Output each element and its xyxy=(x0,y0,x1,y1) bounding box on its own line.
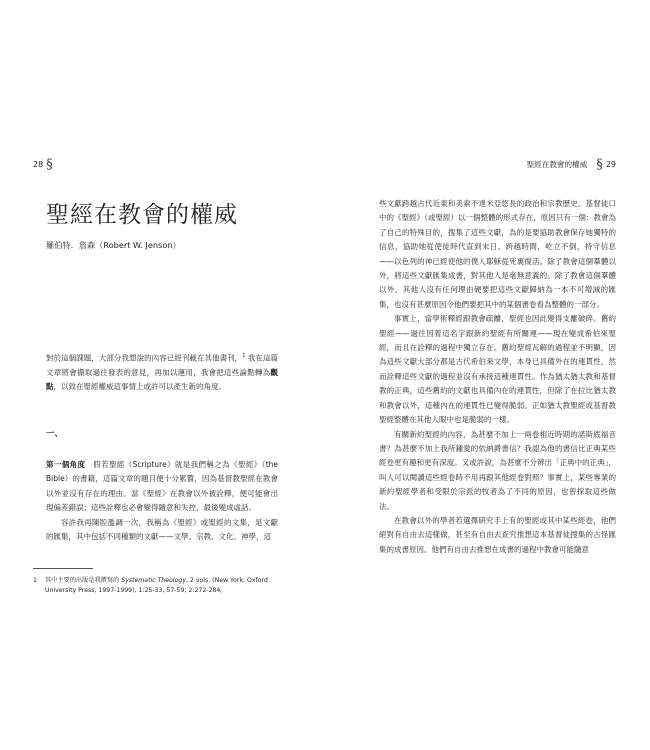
footnote-text: 其中主要的出版是我撰寫的 Systematic Theology, 2 vols. (New York: Oxford University Press, 1997-1999), 1:25-33, 57-59; 2:272-284。 xyxy=(45,577,268,594)
paragraph: 第一個角度 假若聖經（Scripture）就是我們稱之為《聖經》（the Bible）的書籍，這篇文章的題目便十分累贅，因為基督教聖經在教會以外並沒有存在的理由。當《聖經》在教會以外被詮釋，便可能會出現偏差錯誤；這些詮釋也必會變得隨意和失控，最後變成虛話。 xyxy=(46,460,278,513)
paragraph: 些文獻跨越古代近東和美索不達米亞悠長的政治和宗教歷史。基督徒口中的《聖經》（或聖經）以一個整體的形式存在，原因只有一個：教會為了自己的特殊目的，搜集了這些文獻，為的是要協助教會保存她獨特的信息，協助她從使徒時代直到末日、跨越時間，屹立不倒，持守信息——以色列的神已經使他的僕人耶穌從死裏復活。除了教會這個羣體以外，將這些文獻匯集成書，對其他人是毫無意義的。除了教會這個羣體以外，其他人沒有任何理由硬要把這些文獻歸納為一本不可增減的匯集，也沒有甚麼原因令他們要把其中的某個書卷看為整體的一部分。 xyxy=(379,199,616,309)
right-body-text xyxy=(379,197,616,557)
left-body-text xyxy=(46,458,278,544)
paragraph: 有關新約聖經的內容，為甚麼不加上一兩卷相近時期的諾斯底福音書？為甚麼不加上我所鍾愛的依納爵書信？我認為他的書信比正典某些經卷更有趣和更有深度。又或許說，為甚麼不分辨出「正典中的正典」，叫人可以閱讀這些經卷時不用再跟其他經卷對照？事實上，某些專業的新約聖經學者和受限於宗派的牧者為了不同的原因，也曾採取這些做法。 xyxy=(379,429,616,511)
right-page-header xyxy=(527,158,616,171)
section-number: 一、 xyxy=(46,429,64,439)
footnote-ref: 1 xyxy=(242,353,246,359)
footnote-number: 1 xyxy=(33,577,37,584)
paragraph-lead: 第一個角度 xyxy=(46,460,86,469)
page-number-right: 29 xyxy=(605,160,616,169)
paragraph: 容許我再陳腔濫調一次，我稱為《聖經》或聖經的文集，是文獻的匯集，其中包括不同種類的文獻——文學、宗教、文化、神學，這 xyxy=(46,517,278,542)
right-page xyxy=(325,0,650,750)
chapter-title: 聖經在教會的權威 xyxy=(46,202,238,228)
running-head: 聖經在教會的權威 xyxy=(526,160,588,169)
paragraph: 事實上，當學術釋經跟教會疏離，聖經也因此變得支離破碎。舊約聖經——過往因着這名字跟新約聖經有所關連——現在變成希伯來聖經，而且在詮釋的過程中獨立存在。舊約聖經瓦解的過程並不明顯，因為這些文獻大部分都是古代希伯來文學，本身已具備外在的連貫性，然而詮釋這些文獻的過程並沒有承接這種連貫性。作為猶太猶太教和基督教的正典，這些舊約的文獻也具備內在的連貫性，但除了在拉比猶太教和教會以外，這種內在的連貫性已變得脆弱。正如猶太教聖經或基督教聖經整體在其他人眼中也是脆弱的一樣。 xyxy=(379,314,616,425)
footnote-divider xyxy=(33,568,93,569)
ornament-icon: § xyxy=(46,157,53,172)
paragraph: 在教會以外的學者若選擇研究手上有的聖經或其中某些經卷，他們絕對有自由去這樣做，甚至有自由去查究推想這本基督徒搜集的古怪匯集的成書原因。他們有自由去推想在成書的過程中教會可能隨意 xyxy=(379,515,616,554)
left-page-header xyxy=(33,158,56,171)
chapter-author: 羅伯特．詹森（Robert W. Jenson） xyxy=(46,240,181,250)
page-number-left: 28 xyxy=(33,160,44,169)
ornament-icon: § xyxy=(596,157,603,172)
intro-paragraph: 對於這個課題，大部分我想說的內容已經刊載在其他書刊，$^1$ 我在這篇文章將會撮取過往發表的意見，再加以運用，我會把這些論點轉為觀點，以致在聖經權威這事情上或許可以產生新的角度。 xyxy=(46,353,278,392)
footnote xyxy=(33,576,278,596)
